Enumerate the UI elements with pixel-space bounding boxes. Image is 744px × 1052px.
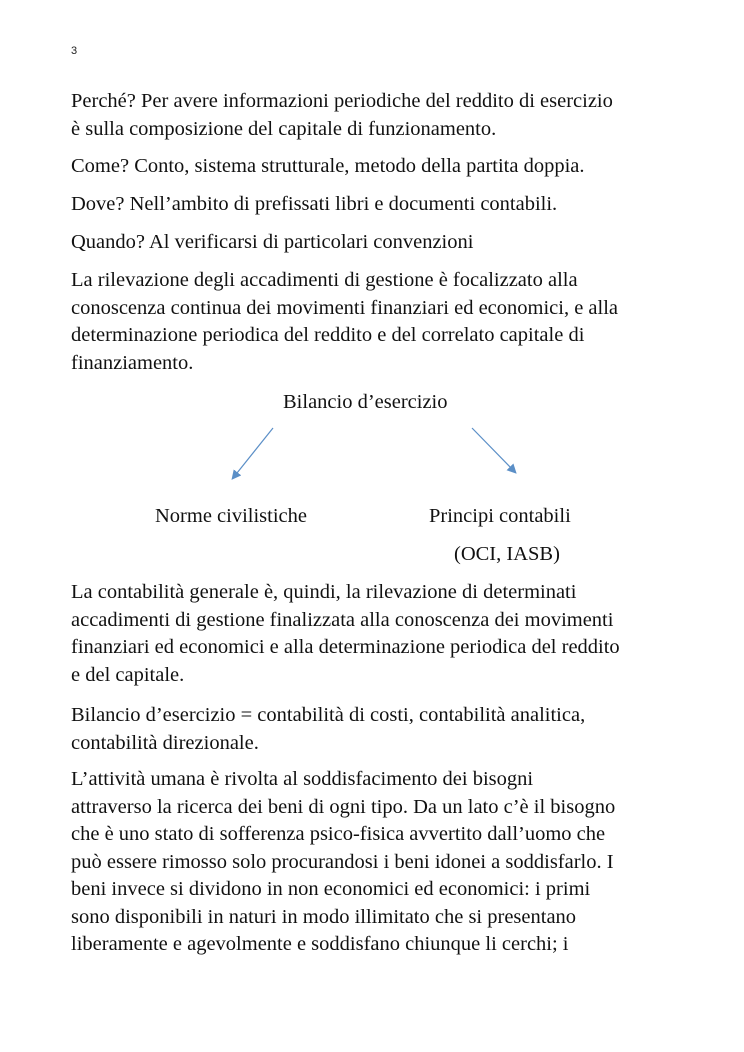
- text-line: finanziamento.: [71, 351, 194, 374]
- text-line: accadimenti di gestione finalizzata alla conoscenza dei movimenti: [71, 608, 614, 631]
- arrow-left-icon: [233, 428, 273, 478]
- text-line: finanziari ed economici e alla determinazione periodica del reddito: [71, 636, 620, 658]
- paragraph-bilancio-definizione: [71, 702, 681, 757]
- paragraph-attivita-umana: [71, 766, 681, 959]
- text-line: beni invece si dividono in non economici ed economici: i primi: [71, 878, 591, 900]
- text-line: contabilità direzionale.: [71, 731, 259, 754]
- text-line: è sulla composizione del capitale di funzionamento.: [71, 117, 497, 140]
- text-line: Bilancio d’esercizio = contabilità di costi, contabilità analitica,: [71, 704, 586, 726]
- text-line: può essere rimosso solo procurandosi i beni idonei a soddisfarlo. I: [71, 850, 614, 873]
- text-line: determinazione periodica del reddito e del correlato capitale di: [71, 324, 585, 346]
- diagram-right-label: Principi contabili: [429, 505, 571, 527]
- text-line: Quando? Al verificarsi di particolari convenzioni: [71, 231, 474, 253]
- text-line: La rilevazione degli accadimenti di gestione è focalizzato alla: [71, 269, 578, 291]
- text-line: La contabilità generale è, quindi, la rilevazione di determinati: [71, 581, 577, 603]
- diagram-root-label: Bilancio d’esercizio: [283, 391, 448, 413]
- text-line: conoscenza continua dei movimenti finanziari ed economici, e alla: [71, 296, 619, 319]
- text-line: sono disponibili in naturi in modo illimitato che si presentano: [71, 905, 577, 928]
- diagram-left-label: Norme civilistiche: [155, 505, 307, 527]
- text-line: e del capitale.: [71, 663, 185, 686]
- text-line: che è uno stato di sofferenza psico-fisica avvertito dall’uomo che: [71, 823, 606, 845]
- text-line: Dove? Nell’ambito di prefissati libri e documenti contabili.: [71, 193, 558, 215]
- page-number: 3: [71, 45, 78, 57]
- text-line: Come? Conto, sistema strutturale, metodo della partita doppia.: [71, 155, 585, 177]
- text-line: attraverso la ricerca dei beni di ogni tipo. Da un lato c’è il bisogno: [71, 795, 616, 818]
- text-line: liberamente e agevolmente e soddisfano chiunque li cerchi; i: [71, 933, 569, 955]
- diagram-right-sublabel: (OCI, IASB): [454, 543, 560, 565]
- text-line: Perché? Per avere informazioni periodiche del reddito di esercizio: [71, 90, 613, 112]
- text-line: L’attività umana è rivolta al soddisfacimento dei bisogni: [71, 768, 534, 790]
- arrow-right-icon: [472, 428, 515, 472]
- paragraph-contabilita-generale: [71, 579, 681, 689]
